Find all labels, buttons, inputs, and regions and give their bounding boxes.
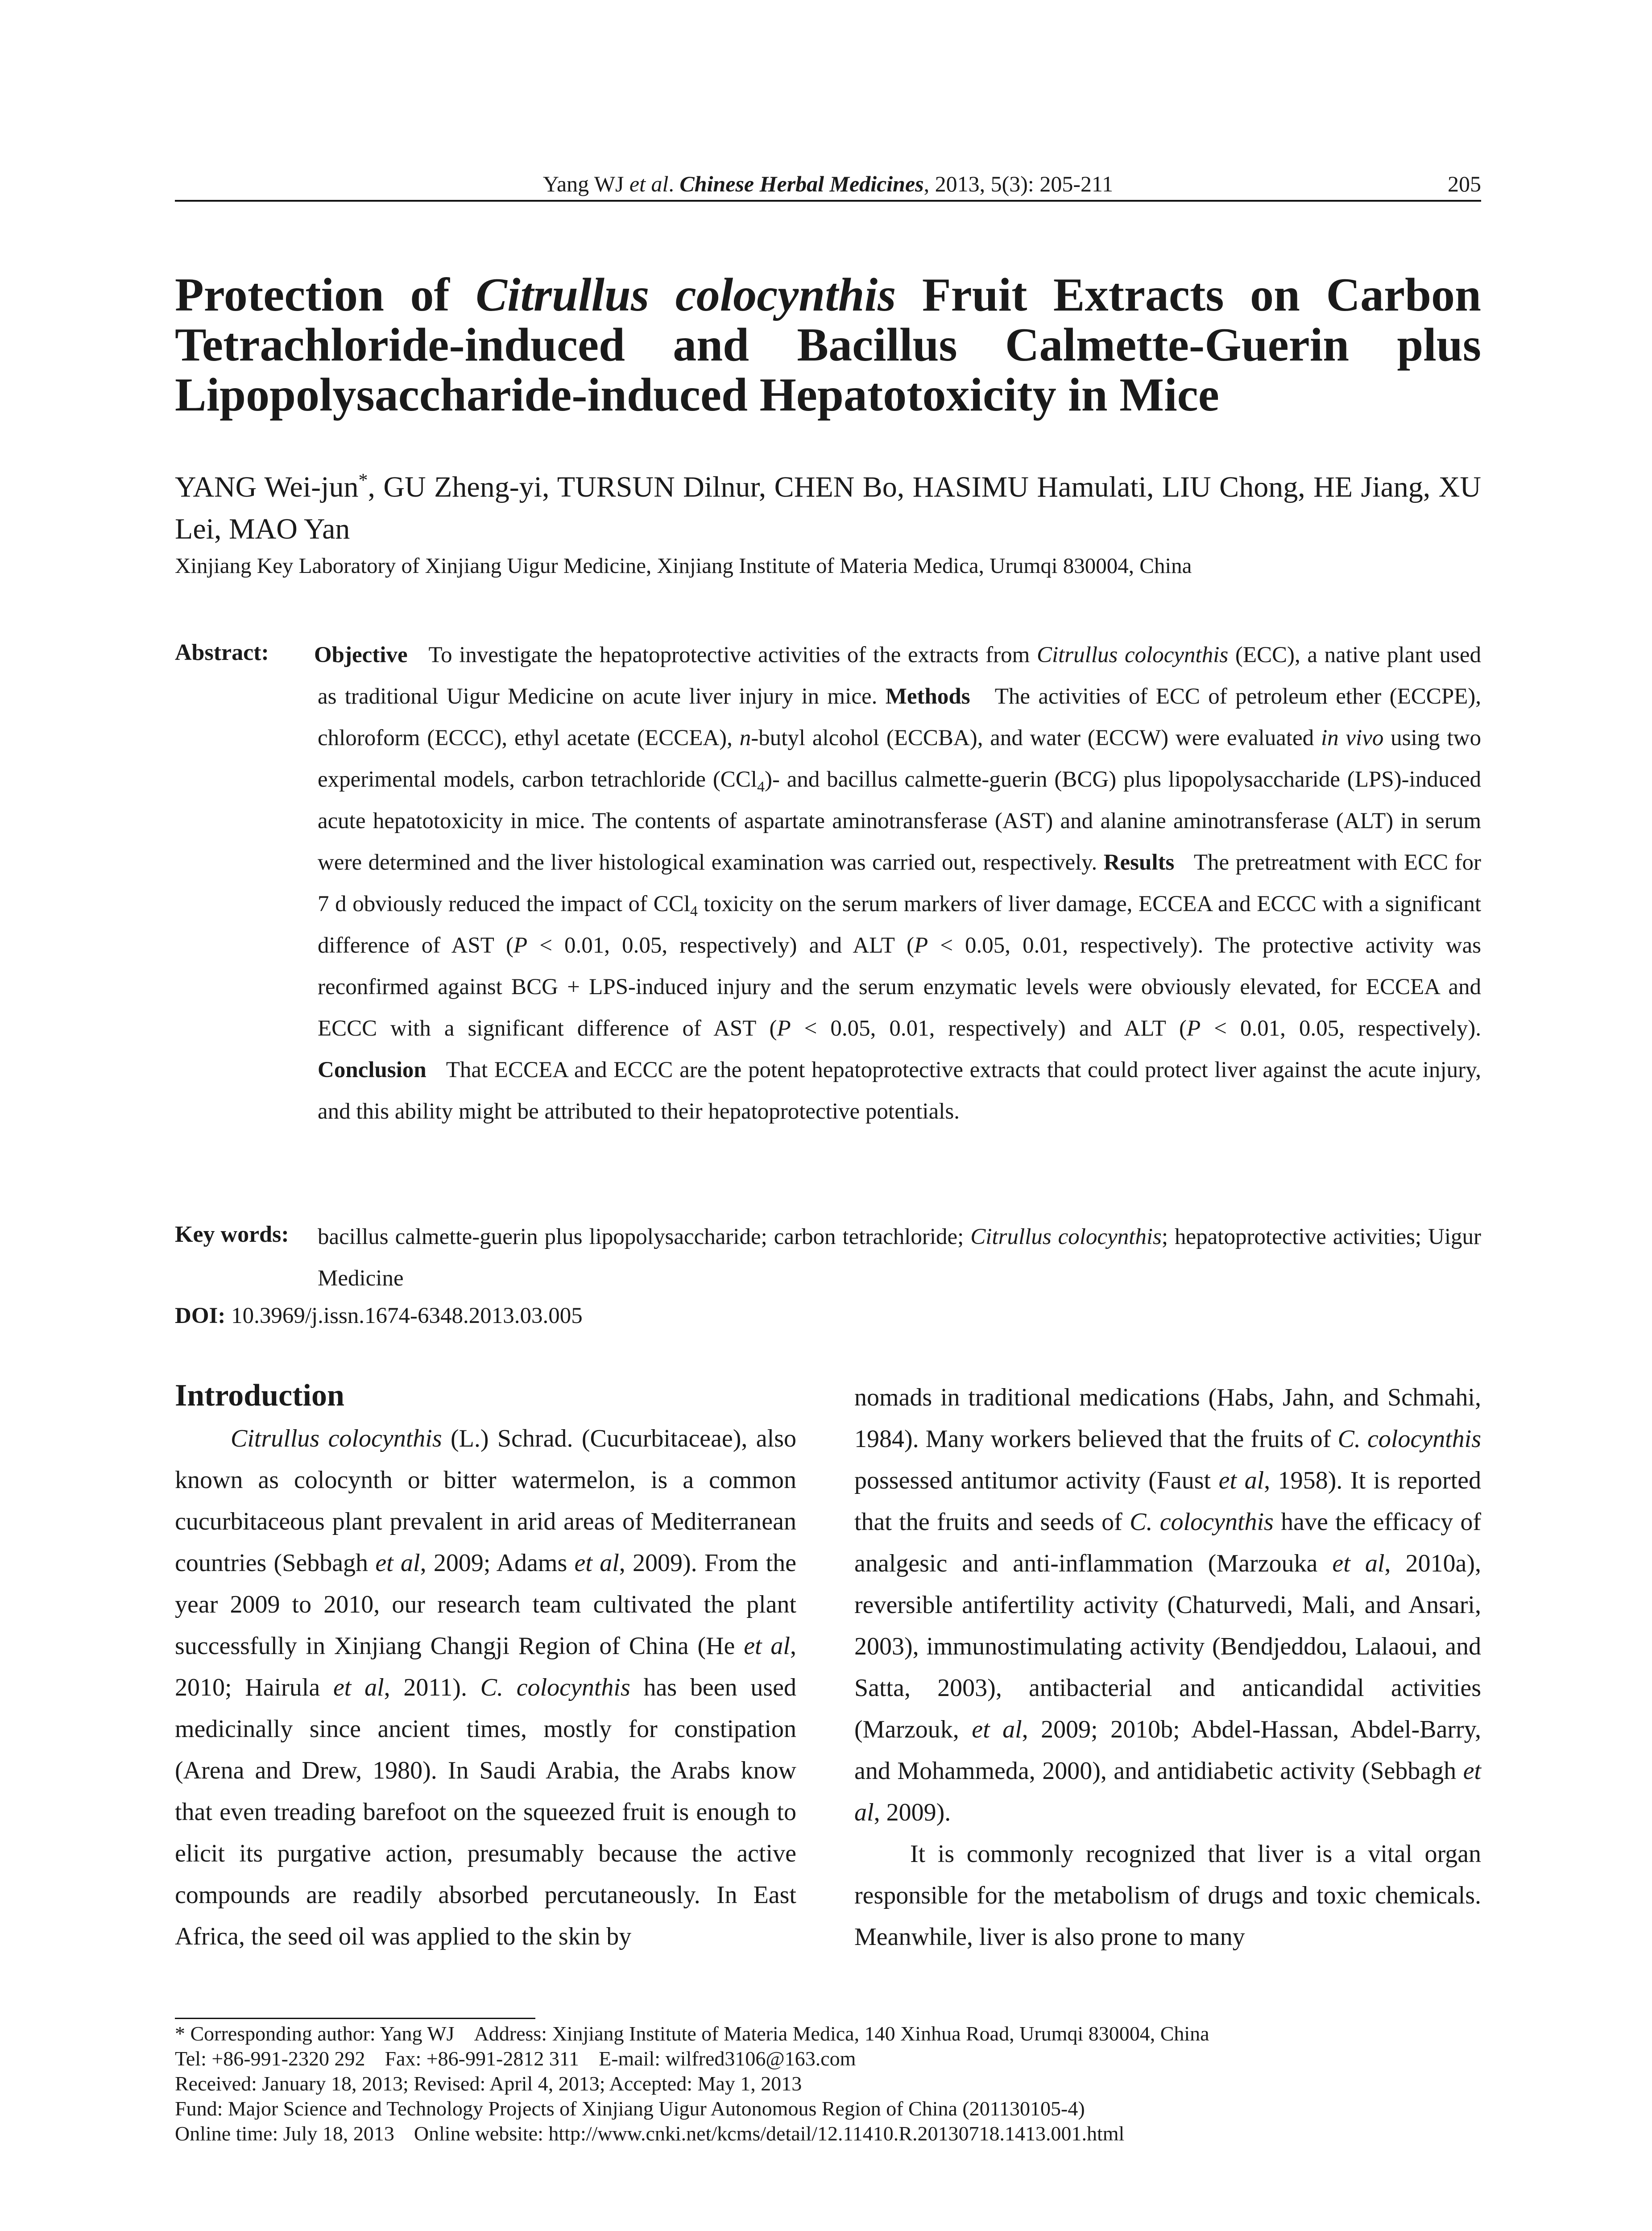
etal: et al <box>333 1674 384 1701</box>
body-text: , 2011). <box>384 1674 480 1701</box>
body-text: , 2009). <box>874 1799 951 1826</box>
corresponding-mark: * <box>358 470 368 491</box>
abstract-body <box>314 634 1482 1132</box>
footnote-online <box>175 2121 1481 2146</box>
abstract-species: Citrullus colocynthis <box>1036 643 1229 668</box>
fax: Fax: +86-991-2812 311 <box>385 2047 580 2070</box>
body-text: , 2009; 2010b; Abdel-Hassan, Abdel-Barry, and Mohammeda, 2000), and antidiabetic activity (Sebbagh <box>854 1716 1481 1785</box>
abstract-text: To investigate the hepatoprotective activities of the extracts from <box>428 643 1037 668</box>
species-name: Citrullus colocynthis <box>231 1425 442 1452</box>
header-volume: , 2013, 5(3): 205-211 <box>923 171 1114 196</box>
header-citation <box>175 170 1481 197</box>
doi-label: DOI: <box>175 1303 226 1328</box>
body-text: nomads in traditional medications (Habs, Jahn, and Schmahi, 1984). Many workers believed that the fruits of <box>854 1384 1481 1453</box>
footnote-contact <box>175 2046 1481 2071</box>
abstract-text: The activities of ECC of petroleum ether (ECCPE), chloroform (ECCC), ethyl acetate (ECCEA), <box>318 684 1482 751</box>
title-text: Protection of <box>175 269 476 321</box>
keywords-text: ; hepatoprotective activities; Uigur Medicine <box>318 1224 1481 1291</box>
running-header <box>175 170 1481 202</box>
subscript: 4 <box>690 903 698 920</box>
body-text: , 2010; Hairula <box>175 1632 796 1701</box>
author-rest: , GU Zheng-yi, TURSUN Dilnur, CHEN Bo, HASIMU Hamulati, LIU Chong, HE Jiang, XU Lei, MAO Yan <box>175 471 1481 545</box>
abstract-label: Abstract: <box>175 640 269 665</box>
etal: et al <box>972 1716 1022 1743</box>
footnotes <box>175 2021 1481 2146</box>
p-value-symbol: P <box>914 933 928 958</box>
keywords-body <box>318 1216 1481 1299</box>
abstract-text: < 0.01, 0.05, respectively) and ALT ( <box>527 933 914 958</box>
keywords-text: bacillus calmette-guerin plus lipopolysaccharide; carbon tetrachloride; <box>318 1224 971 1249</box>
body-text: , 2009). From the year 2009 to 2010, our research team cultivated the plant successfully in Xinjiang Changji Region of China (He <box>175 1549 796 1660</box>
author-list <box>175 466 1481 550</box>
doi <box>175 1302 583 1330</box>
footnote-divider <box>175 2018 535 2019</box>
footnote-dates: Received: January 18, 2013; Revised: April 4, 2013; Accepted: May 1, 2013 <box>175 2072 802 2095</box>
article-title <box>175 270 1481 420</box>
body-column-left <box>175 1418 796 1957</box>
species-name: C. colocynthis <box>1130 1508 1274 1536</box>
keywords-species: Citrullus colocynthis <box>970 1224 1162 1249</box>
etal: et al <box>1218 1467 1264 1494</box>
title-species: Citrullus colocynthis <box>476 269 896 321</box>
results-label: Results <box>1103 850 1175 875</box>
paragraph <box>854 1377 1481 1833</box>
body-text: have the efficacy of analgesic and anti-inflammation (Marzouka <box>854 1508 1481 1577</box>
header-etal: et al <box>629 171 669 196</box>
abstract-text: using two experimental models, carbon tetrachloride (CCl <box>318 726 1481 792</box>
body-text: , 1958). It is reported that the fruits and seeds of <box>854 1467 1481 1536</box>
abstract-italic: in vivo <box>1321 726 1384 751</box>
online-time: Online time: July 18, 2013 <box>175 2122 394 2145</box>
doi-link[interactable]: 10.3969/j.issn.1674-6348.2013.03.005 <box>231 1303 583 1328</box>
email-link[interactable]: E-mail: wilfred3106@163.com <box>599 2047 856 2070</box>
footnote-fund: Fund: Major Science and Technology Projects of Xinjiang Uigur Autonomous Region of China (201130105-4) <box>175 2097 1085 2120</box>
title-text: Fruit Extracts on Carbon <box>896 269 1481 321</box>
p-value-symbol: P <box>777 1016 791 1041</box>
paragraph <box>175 1418 796 1957</box>
header-dot: . <box>668 171 680 196</box>
abstract-text: < 0.05, 0.01, respectively) and ALT ( <box>791 1016 1187 1041</box>
keywords-label: Key words: <box>175 1222 289 1247</box>
section-heading-introduction: Introduction <box>175 1378 344 1413</box>
methods-label: Methods <box>885 684 970 709</box>
species-name: C. colocynthis <box>1337 1425 1481 1453</box>
etal: et al <box>375 1549 420 1577</box>
abstract-text: -butyl alcohol (ECCBA), and water (ECCW) were evaluated <box>751 726 1321 751</box>
abstract-text: That ECCEA and ECCC are the potent hepatoprotective extracts that could protect liver against the acute injury, and this ability might be attributed to their hepatoprotective potentials. <box>318 1057 1482 1124</box>
corresponding-author: * Corresponding author: Yang WJ <box>175 2022 455 2045</box>
p-value-symbol: P <box>1187 1016 1201 1041</box>
abstract-text: (ECC), a native plant used as traditional Uigur Medicine on acute liver injury in mice. <box>318 643 1482 709</box>
telephone: Tel: +86-991-2320 292 <box>175 2047 365 2070</box>
author-first: YANG Wei-jun <box>175 471 359 503</box>
objective-label: Objective <box>314 643 408 668</box>
body-text: , 2010a), reversible antifertility activity (Chaturvedi, Mali, and Ansari, 2003), immunostimulating activity (Bendjeddou, Lalaoui, and Satta, 2003), antibacterial and anticandidal activities (Marzouk, <box>854 1550 1481 1743</box>
etal: et al <box>574 1549 619 1577</box>
abstract-italic: n <box>739 726 751 751</box>
page-number: 205 <box>1448 171 1481 196</box>
conclusion-label: Conclusion <box>318 1057 426 1082</box>
online-website-link[interactable]: Online website: http://www.cnki.net/kcms/detail/12.11410.R.20130718.1413.001.html <box>414 2122 1125 2145</box>
abstract-text: < 0.01, 0.05, respectively). <box>1201 1016 1481 1041</box>
body-column-right <box>854 1377 1481 1958</box>
title-line-2: Tetrachloride-induced and Bacillus Calmette-Guerin plus <box>175 319 1481 371</box>
etal: et al <box>1332 1550 1385 1577</box>
affiliation: Xinjiang Key Laboratory of Xinjiang Uigur Medicine, Xinjiang Institute of Materia Medica, Urumqi 830004, China <box>175 553 1192 578</box>
abstract-text: toxicity on the serum markers of liver damage, ECCEA and ECCC with a significant difference of AST ( <box>318 892 1482 958</box>
header-authors: Yang WJ <box>542 171 629 196</box>
body-text: has been used medicinally since ancient times, mostly for constipation (Arena and Drew, 1980). In Saudi Arabia, the Arabs know that even treading barefoot on the squeezed fruit is enough to elicit its purgative action, presumably because the active compounds are readily absorbed percutaneously. In East Africa, the seed oil was applied to the skin by <box>175 1674 796 1950</box>
species-name: C. colocynthis <box>480 1674 630 1701</box>
p-value-symbol: P <box>513 933 528 958</box>
body-text: , 2009; Adams <box>420 1549 575 1577</box>
title-line-1 <box>175 270 1481 320</box>
abstract-text: The pretreatment with ECC for 7 d obviously reduced the impact of CCl <box>318 850 1482 916</box>
subscript: 4 <box>757 779 765 796</box>
title-line-3: Lipopolysaccharide-induced Hepatotoxicity in Mice <box>175 369 1219 421</box>
header-journal: Chinese Herbal Medicines <box>679 171 924 196</box>
body-text: (L.) Schrad. (Cucurbitaceae), also known as colocynth or bitter watermelon, is a common cucurbitaceous plant prevalent in arid areas of Mediterranean countries (Sebbagh <box>175 1425 796 1577</box>
body-text: possessed antitumor activity (Faust <box>854 1467 1219 1494</box>
abstract-text: )- and bacillus calmette-guerin (BCG) plus lipopolysaccharide (LPS)-induced acute hepatotoxicity in mice. The contents of aspartate aminotransferase (AST) and alanine aminotransferase (ALT) in serum were determined and the liver histological examination was carried out, respectively. <box>318 767 1481 875</box>
paragraph: It is commonly recognized that liver is a vital organ responsible for the metabolism of drugs and toxic chemicals. Meanwhile, liver is also prone to many <box>854 1840 1481 1951</box>
etal: et al <box>744 1632 790 1660</box>
etal: et al <box>854 1757 1481 1826</box>
author-address: Address: Xinjiang Institute of Materia Medica, 140 Xinhua Road, Urumqi 830004, China <box>474 2022 1209 2045</box>
abstract-text: < 0.05, 0.01, respectively). The protective activity was reconfirmed against BCG + LPS-induced injury and the serum enzymatic levels were obviously elevated, for ECCEA and ECCC with a significant difference of AST ( <box>318 933 1481 1041</box>
footnote-corresponding <box>175 2021 1481 2046</box>
